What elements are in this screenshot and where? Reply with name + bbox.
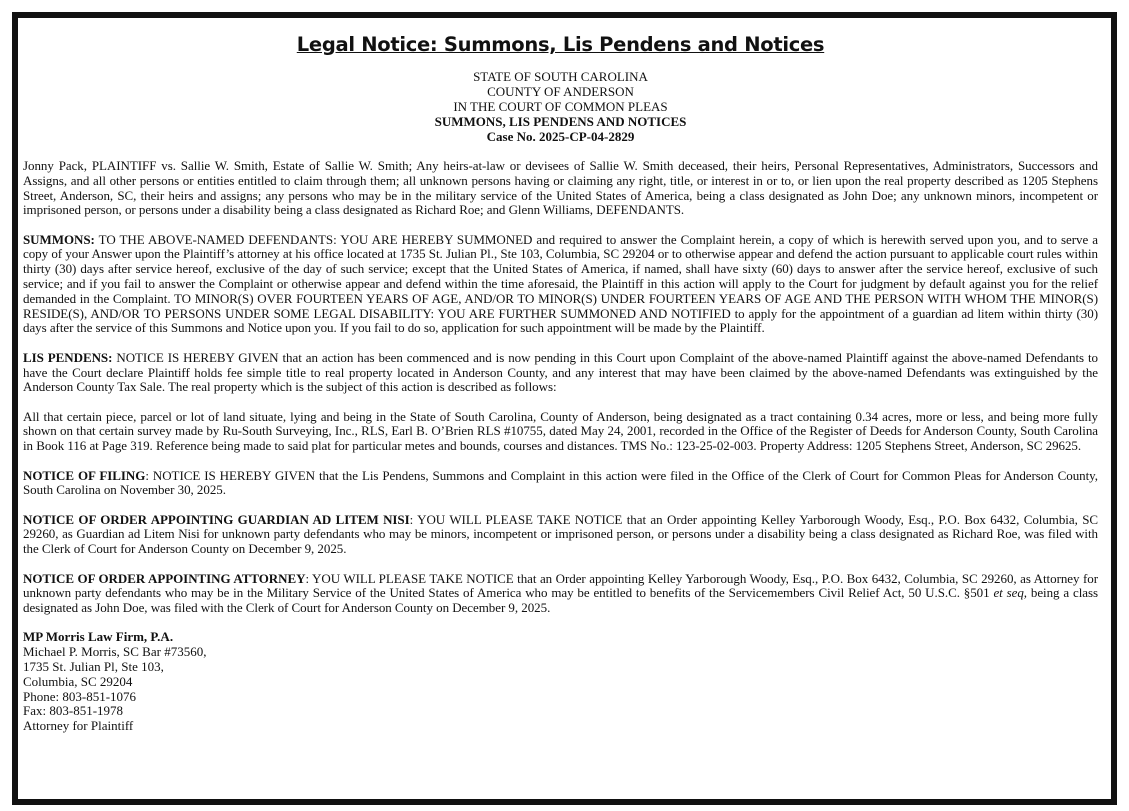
- attorney-notice-text-before: : YOU WILL PLEASE TAKE NOTICE that an Order appointing Kelley Yarborough Woody, Esq., P.O. Box 6432, Columbia, SC 29260, as Attorney for unknown party defendants who may be in the Military Service of the United States of America who may be entitled to benefits of the Servicemembers Civil Relief Act, 50 U.S.C. §501: [23, 570, 1098, 601]
- notice-frame: [12, 12, 1117, 805]
- parties-paragraph: Jonny Pack, PLAINTIFF vs. Sallie W. Smith, Estate of Sallie W. Smith; Any heirs-at-law or devisees of Sallie W. Smith deceased, their heirs, Personal Representatives, Administrators, Successors and Assigns, and all other persons or entities entitled to claim through them; all unknown persons having or claiming any right, title, or interest in or to, or lien upon the real property described as 1205 Stephens Street, Anderson, SC, their heirs and assigns; any persons who may be in the military service of the United States of America, being a class designated as John Doe; any unknown minors, incompetent or imprisoned person, or persons under a disability being a class designated as Richard Roe; and Glenn Williams, DEFENDANTS.: [23, 158, 1098, 218]
- firm-name-text: MP Morris Law Firm, P.A.: [23, 629, 174, 645]
- property-description-paragraph: All that certain piece, parcel or lot of land situate, lying and being in the State of South Carolina, County of Anderson, being designated as a tract containing 0.34 acres, more or less, and being more fully shown on that certain survey made by Ru-South Surveying, Inc., RLS, Earl B. O’Brien RLS #10755, dated May 24, 2001, recorded in the Office of the Register of Deeds for Anderson County, South Carolina in Book 116 at Page 319. Reference being made to said plat for particular metes and bounds, courses and distances. TMS No.: 123-25-02-003. Property Address: 1205 Stephens Street, Anderson, SC 29625.: [23, 408, 1098, 454]
- firm-name: [23, 630, 1098, 645]
- phone-number: Phone: 803-851-1076: [23, 688, 137, 704]
- lis-pendens-paragraph: [23, 351, 1098, 395]
- signature-block: [23, 630, 1098, 734]
- notice-body: [23, 18, 1098, 734]
- guardian-notice-paragraph: [23, 513, 1098, 557]
- attorney-notice-italic: et seq,: [993, 585, 1027, 601]
- caption-county: COUNTY OF ANDERSON: [487, 84, 634, 99]
- attorney-notice-text-after: being a class designated as John Doe, was filed with the Clerk of Court for Anderson County on December 9, 2025.: [23, 585, 1098, 616]
- attorney-notice-heading: NOTICE OF ORDER APPOINTING ATTORNEY: [23, 570, 306, 586]
- summons-heading: SUMMONS:: [23, 231, 95, 247]
- notice-title: Legal Notice: Summons, Lis Pendens and Notices: [296, 33, 825, 56]
- caption-case-number: Case No. 2025-CP-04-2829: [486, 129, 635, 144]
- caption-court: IN THE COURT OF COMMON PLEAS: [453, 99, 668, 114]
- notice-of-filing-text: : NOTICE IS HEREBY GIVEN that the Lis Pendens, Summons and Complaint in this action were filed in the Office of the Clerk of Court for Common Pleas for Anderson County, South Carolina on November 30, 2025.: [23, 467, 1098, 498]
- lis-pendens-heading: LIS PENDENS:: [23, 349, 113, 365]
- caption-document-type: SUMMONS, LIS PENDENS AND NOTICES: [434, 114, 687, 129]
- guardian-notice-heading: NOTICE OF ORDER APPOINTING GUARDIAN AD LITEM NISI: [23, 511, 410, 527]
- notice-of-filing-paragraph: [23, 469, 1098, 499]
- caption-state: STATE OF SOUTH CAROLINA: [473, 69, 648, 84]
- guardian-notice-text: : YOU WILL PLEASE TAKE NOTICE that an Order appointing Kelley Yarborough Woody, Esq., P.O. Box 6432, Columbia, SC 29260, as Guardian ad Litem Nisi for unknown party defendants who may be minors, incompetent or imprisoned person, or persons under a disability being a class designated as Richard Roe, was filed with the Clerk of Court for Anderson County on December 9, 2025.: [23, 511, 1098, 557]
- summons-text: TO THE ABOVE-NAMED DEFENDANTS: YOU ARE HEREBY SUMMONED and required to answer the Complaint herein, a copy of which is herewith served upon you, and to serve a copy of your Answer upon the Plaintiff’s attorney at his office located at 1735 St. Julian Pl., Ste 103, Columbia, SC 29204 or to otherwise appear and defend the action pursuant to applicable court rules within thirty (30) days after service hereof, exclusive of the day of such service; except that the United States of America, if named, shall have sixty (60) days to answer after the service hereof, exclusive of such service; and if you fail to answer the Complaint or otherwise appear and defend within the time aforesaid, the Plaintiff in this action will apply to the Court for judgment by default against you for the relief demanded in the Complaint. TO MINOR(S) OVER FOURTEEN YEARS OF AGE, AND/OR TO MINOR(S) UNDER FOURTEEN YEARS OF AGE AND THE PERSON WITH WHOM THE MINOR(S) RESIDE(S), AND/OR TO PERSONS UNDER SOME LEGAL DISABILITY: YOU ARE FURTHER SUMMONED AND NOTIFIED to apply for the appointment of a guardian ad litem within thirty (30) days after the service of this Summons and Notice upon you. If you fail to do so, application for such appointment will be made by the Plaintiff.: [23, 231, 1098, 336]
- fax-number: Fax: 803-851-1978: [23, 703, 124, 719]
- notice-of-filing-heading: NOTICE OF FILING: [23, 467, 146, 483]
- attorney-role: Attorney for Plaintiff: [23, 718, 134, 734]
- court-caption: [23, 69, 1098, 144]
- lis-pendens-text: NOTICE IS HEREBY GIVEN that an action has been commenced and is now pending in this Court upon Complaint of the above-named Plaintiff against the above-named Defendants to have the Court declare Plaintiff holds fee simple title to real property located in Anderson County, and any interest that may have been claimed by the above-named Defendants was extinguished by the Anderson County Tax Sale. The real property which is the subject of this action is described as follows:: [23, 349, 1098, 395]
- address-line-2: Columbia, SC 29204: [23, 673, 133, 689]
- attorney-notice-paragraph: [23, 572, 1098, 616]
- summons-paragraph: [23, 233, 1098, 337]
- address-line-1: 1735 St. Julian Pl, Ste 103,: [23, 659, 164, 675]
- attorney-name: Michael P. Morris, SC Bar #73560,: [23, 644, 207, 660]
